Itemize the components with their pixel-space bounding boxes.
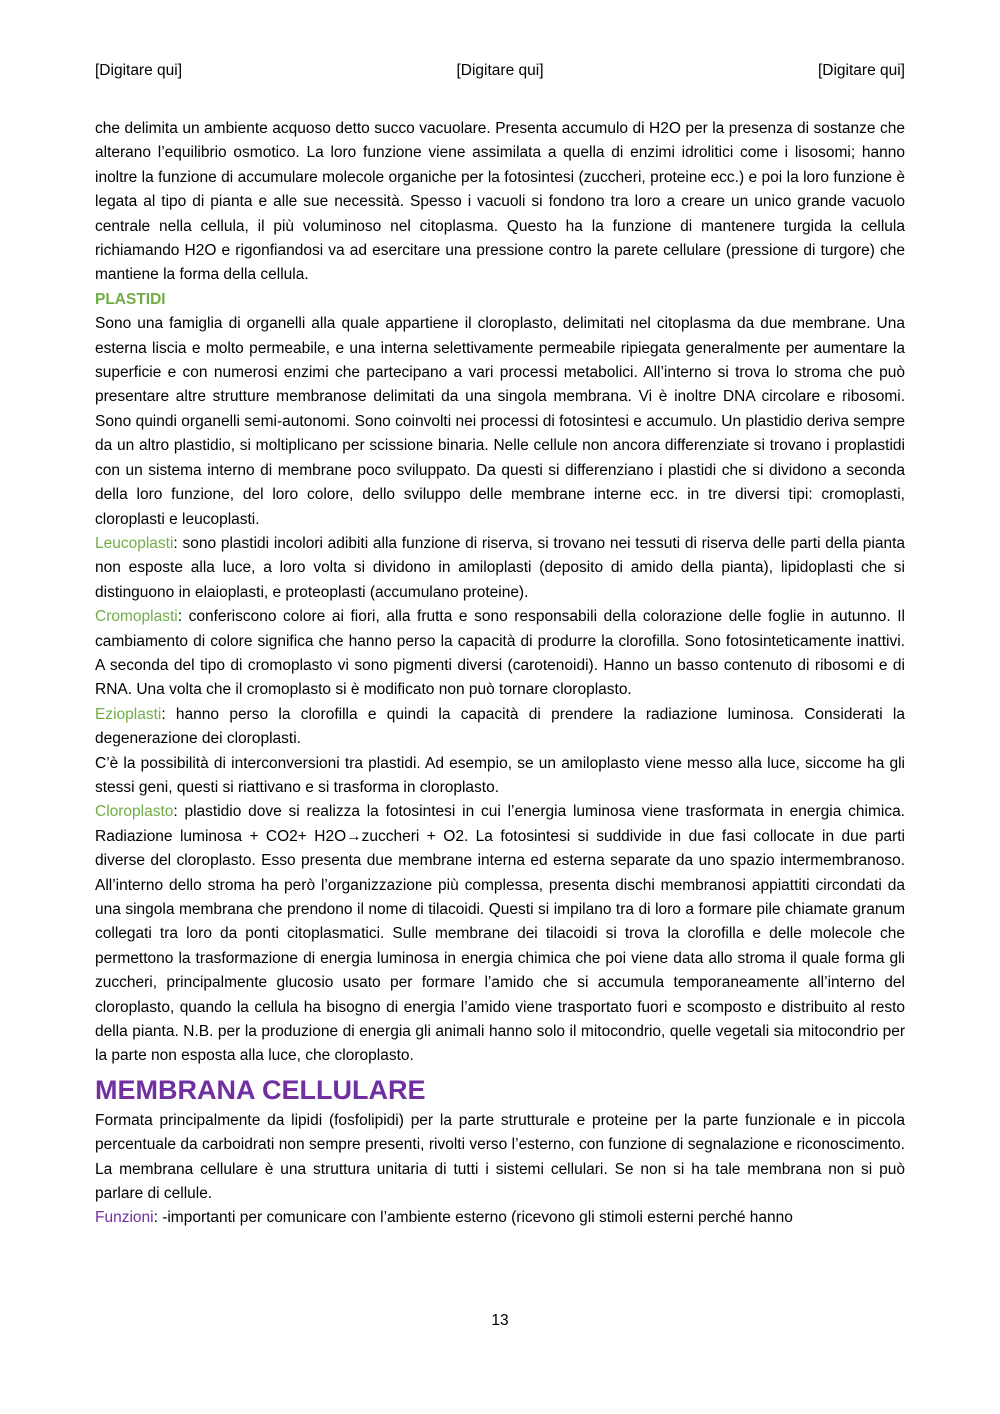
membrana-paragraph: Formata principalmente da lipidi (fosfolipidi) per la parte strutturale e proteine per la parte funzionale e in piccola percentuale da carboidrati non sempre presenti, rivolti verso l’esterno, con funzione di segnalazione e riconoscimento. La membrana cellulare è una struttura unitaria di tutti i sistemi cellulari. Se non si ha tale membrana non si può parlare di cellule.: [95, 1111, 905, 1203]
page-body: [95, 117, 905, 1231]
ezioplasti-text: : hanno perso la clorofilla e quindi la capacità di prendere la radiazione luminosa. Considerati la degenerazione dei cloroplasti.: [95, 705, 905, 748]
header-right-placeholder[interactable]: [Digitare qui]: [817, 62, 905, 79]
page-number: 13: [491, 1312, 509, 1329]
ezioplasti-term: Ezioplasti: [95, 705, 162, 723]
funzioni-term: Funzioni: [95, 1209, 154, 1227]
leucoplasti-term: Leucoplasti: [95, 534, 174, 552]
membrana-heading: MEMBRANA CELLULARE: [95, 1074, 426, 1105]
cromoplasti-paragraph: [95, 605, 905, 703]
header-center-placeholder[interactable]: [Digitare qui]: [456, 62, 544, 79]
interconversioni-paragraph: C’è la possibilità di interconversioni tra plastidi. Ad esempio, se un amiloplasto viene messo alla luce, siccome ha gli stessi geni, questi si riattivano e si trasforma in cloroplasto.: [95, 754, 905, 796]
funzioni-text: : -importanti per comunicare con l’ambiente esterno (ricevono gli stimoli esterni perché hanno: [153, 1209, 793, 1227]
cloroplasto-paragraph: [95, 800, 905, 1068]
cloroplasto-term: Cloroplasto: [95, 803, 174, 821]
cromoplasti-text: : conferiscono colore ai fiori, alla frutta e sono responsabili della colorazione delle foglie in autunno. Il cambiamento di colore significa che hanno perso la capacità di produrre la clorofilla. Sono fotosinteticamente inattivi. A seconda del tipo di cromoplasto vi sono pigmenti diversi (carotenoidi). Hanno un basso contenuto di ribosomi e di RNA. Una volta che il cromoplasto si è modificato non può tornare cloroplasto.: [95, 608, 905, 699]
header-left-placeholder[interactable]: [Digitare qui]: [95, 62, 183, 79]
cromoplasti-term: Cromoplasti: [95, 608, 178, 626]
vacuoli-paragraph: che delimita un ambiente acquoso detto succo vacuolare. Presenta accumulo di H2O per la presenza di sostanze che alterano l’equilibrio osmotico. La loro funzione viene assimilata a quella di enzimi idrolitici come i lisosomi; hanno inoltre la funzione di accumulare molecole organiche per la fotosintesi (zuccheri, proteine ecc.) e poi la loro funzione è legata al tipo di pianta e alle sue necessità. Spesso i vacuoli si fondono tra loro a creare un unico grande vacuolo centrale nella cellula, il più voluminoso nel citoplasma. Questo ha la funzione di mantenere turgida la cellula richiamando H2O e rigonfiandosi va ad esercitare una pressione contro la parete cellulare (pressione di turgore) che mantiene la forma della cellula.: [95, 120, 905, 284]
leucoplasti-text: : sono plastidi incolori adibiti alla funzione di riserva, si trovano nei tessuti di riserva delle parti della pianta non esposte alla luce, a loro volta si dividono in amiloplasti (deposito di amido della pianta), lipidoplasti che si distinguono in elaioplasti, e proteoplasti (accumulano proteine).: [95, 534, 905, 601]
plastidi-paragraph: Sono una famiglia di organelli alla quale appartiene il cloroplasto, delimitati nel citoplasma da due membrane. Una esterna liscia e molto permeabile, e una interna selettivamente permeabile ripiegata generalmente per aumentare la superficie e con numerosi enzimi che partecipano a vari processi metabolici. All’interno si trova lo stroma che può presentare altre strutture membranose delimitati da una singola membrana. Vi è inoltre DNA circolare e ribosomi. Sono quindi organelli semi-autonomi. Sono coinvolti nei processi di fotosintesi e accumulo. Un plastidio deriva sempre da un altro plastidio, si moltiplicano per scissione binaria. Nelle cellule non ancora differenziate si trovano i proplastidi con un sistema interno di membrane poco sviluppato. Da questi si differenziano i plastidi che si dividono a seconda della loro funzione, del loro colore, dello sviluppo delle membrane interne ecc. in tre diversi tipi: cromoplasti, cloroplasti e leucoplasti.: [95, 315, 905, 528]
page-header: [95, 60, 905, 82]
cloroplasto-text: : plastidio dove si realizza la fotosintesi in cui l’energia luminosa viene trasformata in energia chimica. Radiazione luminosa + CO2+ H2O→zuccheri + O2. La fotosintesi si suddivide in due fasi collocate in due parti diverse del cloroplasto. Esso presenta due membrane interna ed esterna separate da uno spazio intermembranoso. All’interno dello stroma ha però l’organizzazione più complessa, presenta dischi membranosi appiattiti circondati da una singola membrana che prendono il nome di tilacoidi. Questi si impilano tra di loro a formare pile chiamate granum collegati tra loro da ponti citoplasmatici. Sulle membrane dei tilacoidi si trova la clorofilla e delle molecole che permettono la trasformazione di energia luminosa in energia chimica che poi viene data allo stroma il quale forma gli zuccheri, principalmente glucosio usato per formare l’amido che si accumula temporaneamente all’interno del cloroplasto, quando la cellula ha bisogno di energia l’amido viene trasportato fuori e scomposto e distribuito al resto della pianta. N.B. per la produzione di energia gli animali hanno solo il mitocondrio, quelle vegetali sia mitocondrio per la parte non esposta alla luce, che cloroplasto.: [95, 803, 905, 1065]
funzioni-paragraph: [95, 1206, 905, 1230]
ezioplasti-paragraph: [95, 703, 905, 752]
plastidi-heading: PLASTIDI: [95, 290, 166, 308]
leucoplasti-paragraph: [95, 532, 905, 605]
